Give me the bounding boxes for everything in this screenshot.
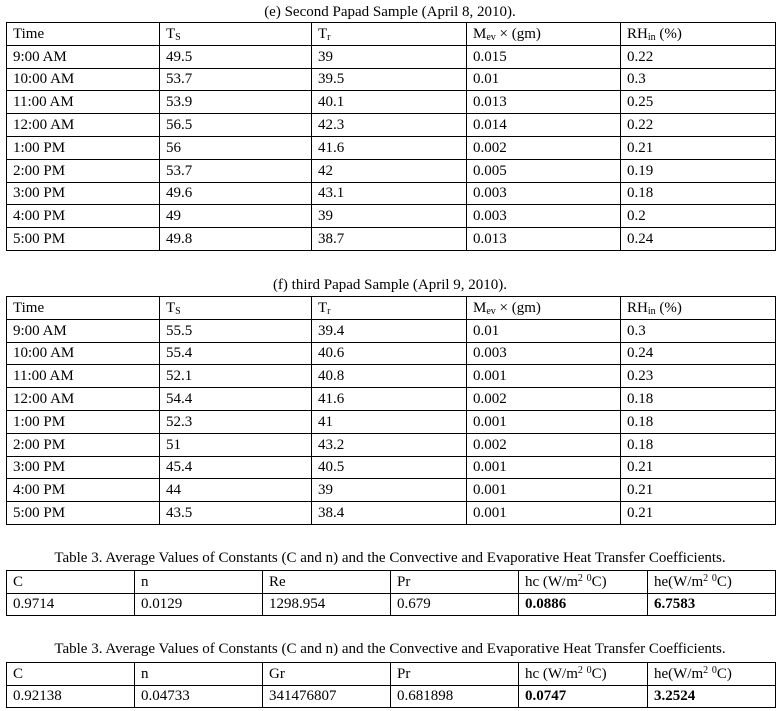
cell-tr: 39 <box>312 205 467 228</box>
cell-rh: 0.21 <box>621 479 776 502</box>
cell-time: 5:00 PM <box>7 228 160 251</box>
cell-ts: 56 <box>160 136 312 159</box>
cell-ts: 56.5 <box>160 114 312 137</box>
header-hc: hc ($W/m^2$ $^0$C) <box>519 663 648 686</box>
cell-mev: 0.013 <box>467 228 621 251</box>
cell-mev: 0.001 <box>467 479 621 502</box>
cell-mev: 0.002 <box>467 388 621 411</box>
table-f-caption: (f) third Papad Sample (April 9, 2010). <box>272 277 508 293</box>
value-pr: 0.679 <box>391 593 519 616</box>
cell-time: 3:00 PM <box>7 456 160 479</box>
cell-time: 10:00 AM <box>7 68 160 91</box>
cell-time: 12:00 AM <box>7 114 160 137</box>
header-pr: Pr <box>391 663 519 686</box>
cell-rh: 0.3 <box>621 319 776 342</box>
cell-ts: 53.7 <box>160 159 312 182</box>
cell-ts: 54.4 <box>160 388 312 411</box>
table3-a-header-row <box>7 571 776 594</box>
table-row <box>7 433 776 456</box>
header-n: n <box>135 571 263 594</box>
header-hc: hc ($W/m^2$ $^0$C) <box>519 571 648 594</box>
cell-time: 4:00 PM <box>7 479 160 502</box>
cell-time: 4:00 PM <box>7 205 160 228</box>
table-row <box>7 136 776 159</box>
table-e-caption: (e) Second Papad Sample (April 8, 2010). <box>264 4 516 20</box>
cell-ts: 49.6 <box>160 182 312 205</box>
cell-rh: 0.21 <box>621 502 776 525</box>
cell-mev: 0.005 <box>467 159 621 182</box>
table3-b-header-row <box>7 663 776 686</box>
header-ts: $T_S$ <box>160 23 312 46</box>
cell-tr: 38.4 <box>312 502 467 525</box>
cell-tr: 41 <box>312 410 467 433</box>
cell-ts: 51 <box>160 433 312 456</box>
cell-time: 11:00 AM <box>7 365 160 388</box>
cell-rh: 0.18 <box>621 433 776 456</box>
cell-rh: 0.18 <box>621 182 776 205</box>
table-row <box>7 228 776 251</box>
cell-rh: 0.21 <box>621 456 776 479</box>
cell-tr: 39 <box>312 45 467 68</box>
cell-time: 2:00 PM <box>7 433 160 456</box>
header-tr: $T_r$ <box>312 23 467 46</box>
cell-tr: 41.6 <box>312 136 467 159</box>
cell-ts: 55.5 <box>160 319 312 342</box>
header-rh: $RH_{in}$ (%) <box>621 23 776 46</box>
cell-time: 1:00 PM <box>7 136 160 159</box>
value-he: 6.7583 <box>648 593 776 616</box>
cell-time: 9:00 AM <box>7 45 160 68</box>
value-n: 0.04733 <box>135 685 263 708</box>
cell-tr: 40.5 <box>312 456 467 479</box>
header-c: C <box>7 571 135 594</box>
cell-tr: 40.8 <box>312 365 467 388</box>
cell-ts: 43.5 <box>160 502 312 525</box>
cell-mev: 0.001 <box>467 456 621 479</box>
cell-time: 2:00 PM <box>7 159 160 182</box>
cell-ts: 52.3 <box>160 410 312 433</box>
cell-ts: 49.8 <box>160 228 312 251</box>
header-n: n <box>135 663 263 686</box>
table-row <box>7 182 776 205</box>
cell-mev: 0.01 <box>467 68 621 91</box>
cell-rh: 0.3 <box>621 68 776 91</box>
cell-time: 3:00 PM <box>7 182 160 205</box>
table-row <box>7 319 776 342</box>
cell-mev: 0.014 <box>467 114 621 137</box>
cell-mev: 0.015 <box>467 45 621 68</box>
cell-mev: 0.002 <box>467 136 621 159</box>
table3-b-value-row <box>7 685 776 708</box>
cell-tr: 40.1 <box>312 91 467 114</box>
cell-mev: 0.003 <box>467 342 621 365</box>
table-row <box>7 114 776 137</box>
cell-tr: 41.6 <box>312 388 467 411</box>
cell-rh: 0.24 <box>621 228 776 251</box>
table-row <box>7 479 776 502</box>
cell-time: 9:00 AM <box>7 319 160 342</box>
cell-tr: 39.5 <box>312 68 467 91</box>
table-e-header-row <box>7 23 776 46</box>
table-row <box>7 68 776 91</box>
cell-ts: 45.4 <box>160 456 312 479</box>
cell-tr: 38.7 <box>312 228 467 251</box>
table-row <box>7 502 776 525</box>
cell-rh: 0.21 <box>621 136 776 159</box>
cell-mev: 0.003 <box>467 205 621 228</box>
table-row <box>7 456 776 479</box>
cell-mev: 0.002 <box>467 433 621 456</box>
cell-time: 12:00 AM <box>7 388 160 411</box>
value-hc: 0.0886 <box>519 593 648 616</box>
table3-a-value-row <box>7 593 776 616</box>
header-ts: $T_S$ <box>160 297 312 320</box>
cell-rh: 0.23 <box>621 365 776 388</box>
header-mev: $M_{ev} \times (gm)$ <box>467 297 621 320</box>
table-row <box>7 91 776 114</box>
value-n: 0.0129 <box>135 593 263 616</box>
cell-ts: 53.7 <box>160 68 312 91</box>
cell-tr: 43.1 <box>312 182 467 205</box>
table-row <box>7 388 776 411</box>
table-row <box>7 159 776 182</box>
header-re: Re <box>263 571 391 594</box>
cell-time: 1:00 PM <box>7 410 160 433</box>
value-gr: 341476807 <box>263 685 391 708</box>
header-pr: Pr <box>391 571 519 594</box>
cell-time: 5:00 PM <box>7 502 160 525</box>
header-he: $he(W/m^2$ $^0$C) <box>648 571 776 594</box>
cell-time: 11:00 AM <box>7 91 160 114</box>
cell-rh: 0.18 <box>621 388 776 411</box>
table3-b-caption: Table 3. Average Values of Constants (C and n) and the Convective and Evaporative Heat Transfer Coefficients. <box>54 641 726 657</box>
table-f <box>6 296 776 525</box>
table3-a <box>6 570 776 616</box>
value-he: 3.2524 <box>648 685 776 708</box>
cell-ts: 52.1 <box>160 365 312 388</box>
header-time: Time <box>7 297 160 320</box>
cell-rh: 0.25 <box>621 91 776 114</box>
cell-tr: 39 <box>312 479 467 502</box>
cell-tr: 40.6 <box>312 342 467 365</box>
value-c: 0.92138 <box>7 685 135 708</box>
cell-rh: 0.22 <box>621 114 776 137</box>
header-time: Time <box>7 23 160 46</box>
cell-ts: 44 <box>160 479 312 502</box>
cell-mev: 0.001 <box>467 365 621 388</box>
cell-tr: 42 <box>312 159 467 182</box>
cell-rh: 0.18 <box>621 410 776 433</box>
table-f-header-row <box>7 297 776 320</box>
table-row <box>7 342 776 365</box>
cell-ts: 49 <box>160 205 312 228</box>
cell-ts: 55.4 <box>160 342 312 365</box>
header-rh: $RH_{in}$ (%) <box>621 297 776 320</box>
cell-ts: 53.9 <box>160 91 312 114</box>
header-gr: Gr <box>263 663 391 686</box>
value-re: 1298.954 <box>263 593 391 616</box>
table-e <box>6 22 776 251</box>
cell-ts: 49.5 <box>160 45 312 68</box>
cell-mev: 0.003 <box>467 182 621 205</box>
cell-mev: 0.013 <box>467 91 621 114</box>
table-row <box>7 45 776 68</box>
table-row <box>7 365 776 388</box>
cell-rh: 0.19 <box>621 159 776 182</box>
cell-tr: 39.4 <box>312 319 467 342</box>
cell-time: 10:00 AM <box>7 342 160 365</box>
header-he: $he(W/m^2$ $^0$C) <box>648 663 776 686</box>
cell-tr: 43.2 <box>312 433 467 456</box>
value-hc: 0.0747 <box>519 685 648 708</box>
header-tr: $T_r$ <box>312 297 467 320</box>
table-row <box>7 205 776 228</box>
table3-b <box>6 662 776 708</box>
cell-mev: 0.001 <box>467 502 621 525</box>
cell-rh: 0.22 <box>621 45 776 68</box>
table-row <box>7 410 776 433</box>
cell-mev: 0.01 <box>467 319 621 342</box>
header-mev: $M_{ev} \times (gm)$ <box>467 23 621 46</box>
value-pr: 0.681898 <box>391 685 519 708</box>
header-c: C <box>7 663 135 686</box>
cell-tr: 42.3 <box>312 114 467 137</box>
cell-rh: 0.24 <box>621 342 776 365</box>
value-c: 0.9714 <box>7 593 135 616</box>
table3-a-caption: Table 3. Average Values of Constants (C and n) and the Convective and Evaporative Heat Transfer Coefficients. <box>54 550 726 566</box>
cell-rh: 0.2 <box>621 205 776 228</box>
cell-mev: 0.001 <box>467 410 621 433</box>
